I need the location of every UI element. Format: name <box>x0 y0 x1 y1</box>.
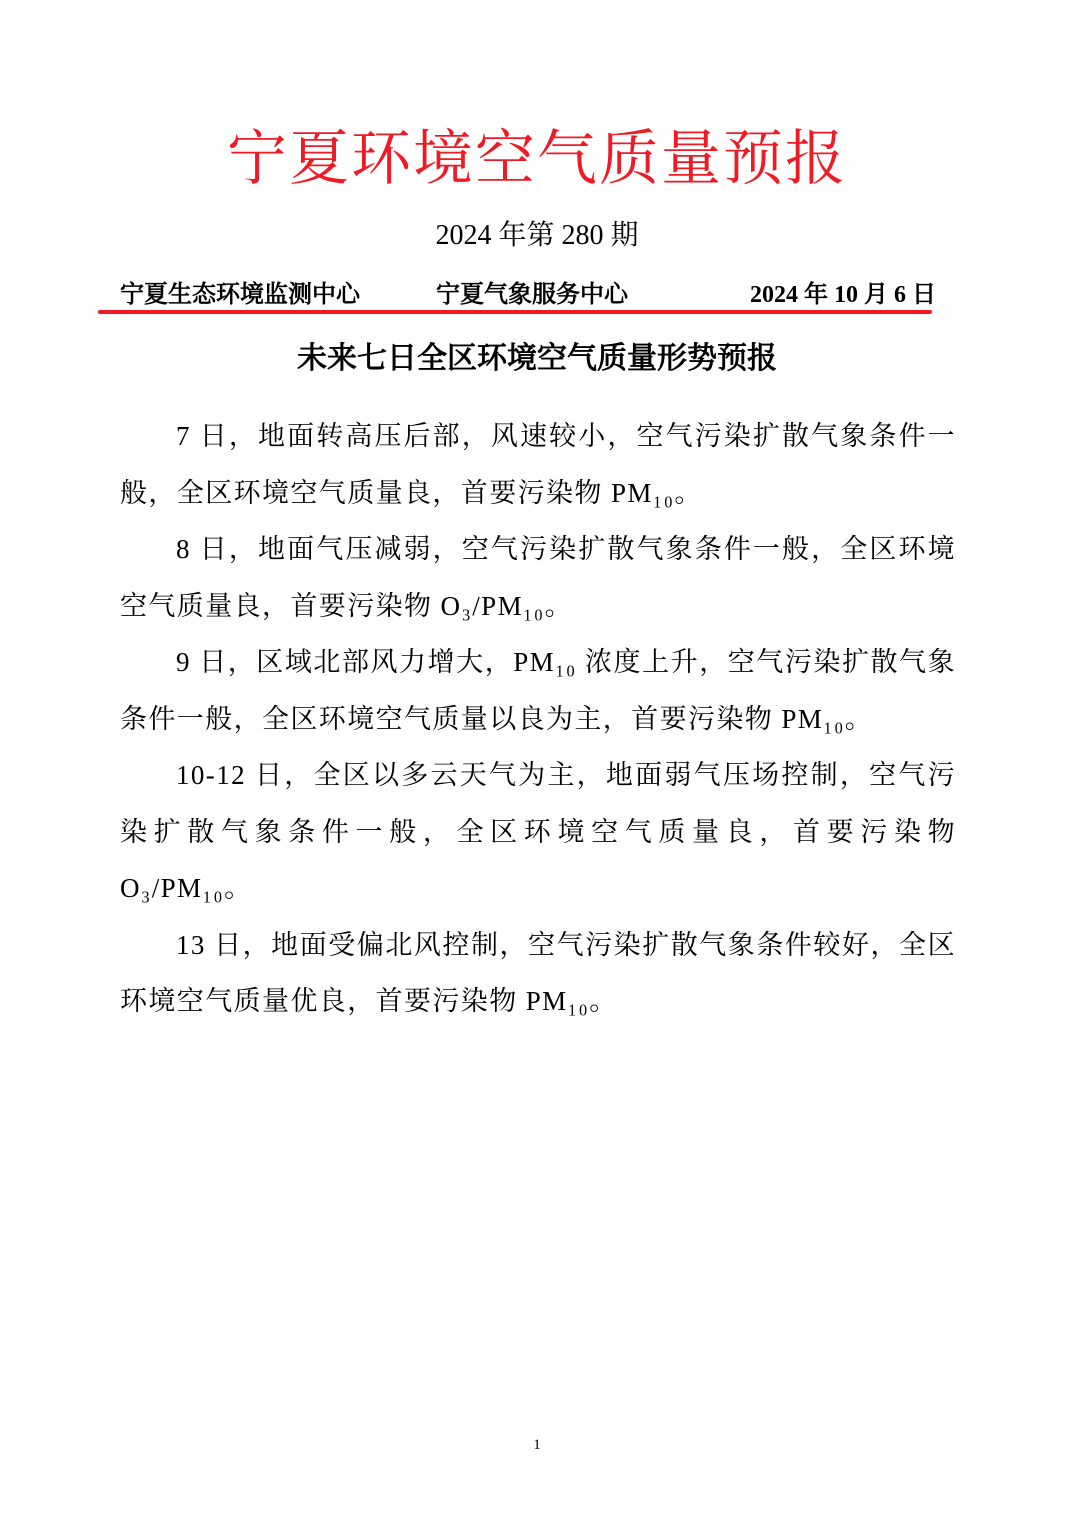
forecast-paragraph-day7: 7 日，地面转高压后部，风速较小，空气污染扩散气象条件一般，全区环境空气质量良，首要污染物 PM₁₀。 <box>120 421 956 508</box>
issue-date: 2024 年 10 月 6 日 <box>750 282 936 308</box>
forecast-paragraph-day9: 9 日，区域北部风力增大，PM₁₀ 浓度上升，空气污染扩散气象条件一般，全区环境空气质量以良为主，首要污染物 PM₁₀。 <box>120 647 956 734</box>
issue-number: 2024 年第 280 期 <box>435 220 639 251</box>
issuer-env-center: 宁夏生态环境监测中心 <box>120 282 360 308</box>
masthead-title: 宁夏环境空气质量预报 <box>227 124 847 194</box>
forecast-paragraph-day8: 8 日，地面气压减弱，空气污染扩散气象条件一般，全区环境空气质量良，首要污染物 O₃/PM₁₀。 <box>120 534 956 621</box>
issuer-row <box>120 278 936 312</box>
red-divider <box>98 310 932 314</box>
forecast-paragraph-day10-12: 10-12 日，全区以多云天气为主，地面弱气压场控制，空气污染扩散气象条件一般，全区环境空气质量良，首要污染物 O₃/PM₁₀。 <box>120 760 956 903</box>
page-number: 1 <box>533 1437 541 1453</box>
issuer-met-center: 宁夏气象服务中心 <box>436 282 628 308</box>
forecast-paragraph-day13: 13 日，地面受偏北风控制，空气污染扩散气象条件较好，全区环境空气质量优良，首要污染物 PM₁₀。 <box>120 929 956 1016</box>
forecast-heading: 未来七日全区环境空气质量形势预报 <box>297 341 777 376</box>
forecast-body <box>120 408 956 1030</box>
